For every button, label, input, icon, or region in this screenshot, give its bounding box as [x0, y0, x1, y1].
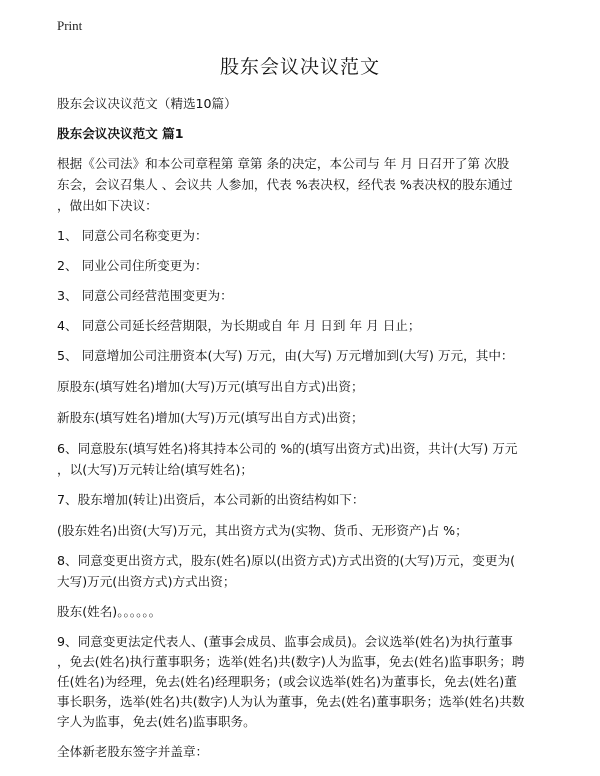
resolution-item-5: 5、 同意增加公司注册资本(大写) 万元，由(大写) 万元增加到(大写) 万元，其中： — [57, 348, 514, 363]
document-subtitle: 股东会议决议范文（精选10篇） — [57, 96, 237, 111]
resolution-item-9-cont: 字人为监事，免去(姓名)监事职务。 — [57, 714, 256, 729]
signature-line: 全体新老股东签字并盖章： — [57, 744, 209, 759]
shareholder-name-line: 股东(姓名)。。。。。。 — [57, 604, 162, 619]
resolution-item-1: 1、 同意公司名称变更为： — [57, 228, 208, 243]
capital-structure-line: (股东姓名)出资(大写)万元，其出资方式为(实物、货币、无形资产)占 %； — [57, 523, 468, 538]
resolution-item-9-cont: 事长职务，选举(姓名)共(数字)人为认为董事，免去(姓名)董事职务；选举(姓名)共数 — [57, 694, 525, 709]
resolution-item-8: 8、同意变更出资方式，股东(姓名)原以(出资方式)方式出资的(大写)万元，变更为( — [57, 553, 515, 568]
paragraph-line: 根据《公司法》和本公司章程第 章第 条的决定，本公司与 年 月 日召开了第 次股 — [57, 156, 510, 171]
print-link[interactable]: Print — [57, 18, 83, 33]
resolution-item-4: 4、 同意公司延长经营期限，为长期或自 年 月 日到 年 月 日止； — [57, 318, 421, 333]
resolution-item-7: 7、股东增加(转让)出资后，本公司新的出资结构如下： — [57, 492, 365, 507]
paragraph-line: ，做出如下决议： — [57, 198, 158, 213]
original-shareholder-line: 原股东(填写姓名)增加(大写)万元(填写出自方式)出资； — [57, 379, 364, 394]
resolution-item-6-cont: ，以(大写)万元转让给(填写姓名)； — [57, 462, 253, 477]
resolution-item-9-cont: 任(姓名)为经理，免去(姓名)经理职务；(或会议选举(姓名)为董事长，免去(姓名)董 — [57, 674, 517, 689]
resolution-item-9-cont: ，免去(姓名)执行董事职务；选举(姓名)共(数字)人为监事，免去(姓名)监事职务；聘 — [57, 654, 525, 669]
document-title: 股东会议决议范文 — [219, 56, 380, 78]
resolution-item-8-cont: 大写)万元(出资方式)方式出资； — [57, 574, 236, 589]
resolution-item-6: 6、同意股东(填写姓名)将其持本公司的 %的(填写出资方式)出资，共计(大写) 万元 — [57, 441, 518, 456]
resolution-item-3: 3、 同意公司经营范围变更为： — [57, 288, 233, 303]
section-heading: 股东会议决议范文 篇1 — [57, 126, 184, 141]
paragraph-line: 东会，会议召集人 、会议共 人参加，代表 %表决权，经代表 %表决权的股东通过 — [57, 177, 513, 192]
resolution-item-9: 9、同意变更法定代表人、(董事会成员、监事会成员)。会议选举(姓名)为执行董事 — [57, 634, 513, 649]
new-shareholder-line: 新股东(填写姓名)增加(大写)万元(填写出自方式)出资； — [57, 410, 364, 425]
resolution-item-2: 2、 同业公司住所变更为： — [57, 258, 208, 273]
